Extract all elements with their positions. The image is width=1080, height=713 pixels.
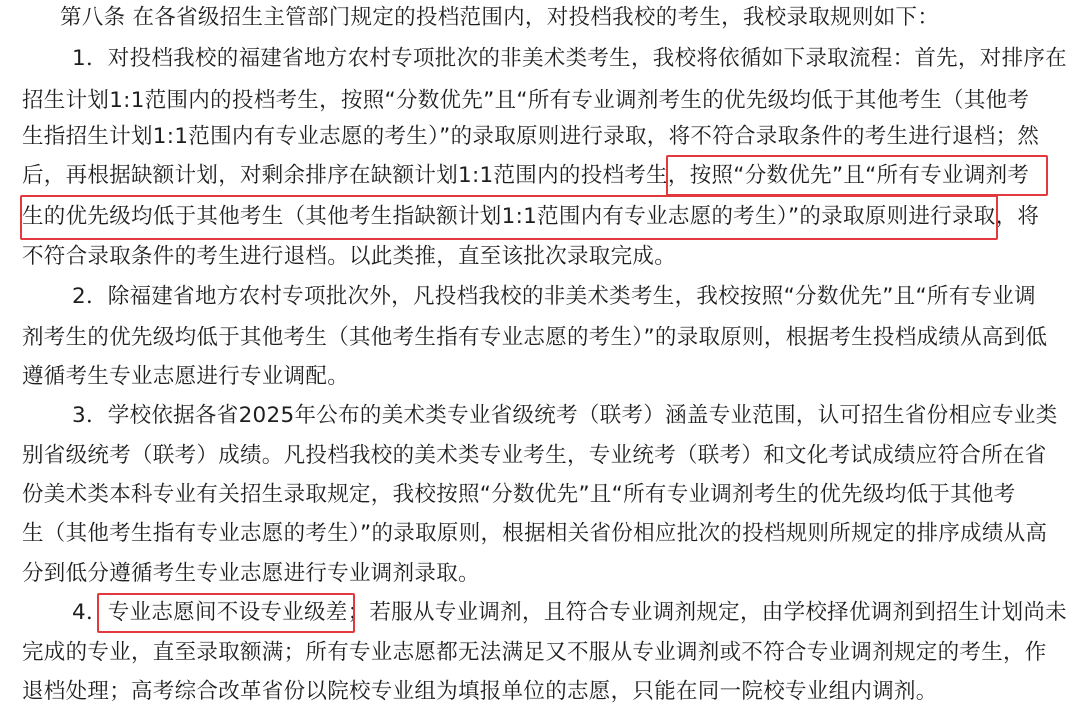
rule4-line-2: 完成的专业，直至录取额满；所有专业志愿都无法满足又不服从专业调剂或不符合专业调剂规定的考生，作: [22, 640, 1047, 665]
rule4-line-1: 4．专业志愿间不设专业级差；若服从专业调剂，且符合专业调剂规定，由学校择优调剂到招生计划尚未: [72, 600, 1067, 625]
rule1-line-4: 后，再根据缺额计划，对剩余排序在缺额计划1:1范围内的投档考生，按照“分数优先”且“所有专业调剂考: [22, 163, 1030, 188]
rule1-line-2: 招生计划1:1范围内的投档考生，按照“分数优先”且“所有专业调剂考生的优先级均低于其他考生（其他考: [22, 88, 1030, 113]
article-header: 第八条 在各省级招生主管部门规定的投档范围内，对投档我校的考生，我校录取规则如下：: [60, 5, 940, 30]
rule3-line-5: 分到低分遵循考生专业志愿进行专业调剂录取。: [22, 561, 480, 586]
rule1-line-3: 生指招生计划1:1范围内有专业志愿的考生）”的录取原则进行录取，将不符合录取条件的考生进行退档；然: [22, 124, 1040, 149]
rule3-line-1: 3．学校依据各省2025年公布的美术类专业省级统考（联考）涵盖专业范围，认可招生省份相应专业类: [72, 403, 1058, 428]
rule3-line-2: 别省级统考（联考）成绩。凡投档我校的美术类专业考生，专业统考（联考）和文化考试成绩应符合所在省: [22, 443, 1047, 468]
rule4-line-3: 退档处理；高考综合改革省份以院校专业组为填报单位的志愿，只能在同一院校专业组内调剂。: [22, 679, 938, 704]
rule1-line-5: 生的优先级均低于其他考生（其他考生指缺额计划1:1范围内有专业志愿的考生）”的录取原则进行录取，将: [22, 204, 1040, 229]
rule2-line-3: 遵循考生专业志愿进行专业调配。: [22, 364, 350, 389]
rule2-line-1: 2．除福建省地方农村专项批次外，凡投档我校的非美术类考生，我校按照“分数优先”且“所有专业调: [72, 284, 1036, 309]
rule1-line-1: 1．对投档我校的福建省地方农村专项批次的非美术类考生，我校将依循如下录取流程：首先，对排序在: [72, 46, 1067, 71]
rule3-line-4: 生（其他考生指有专业志愿的考生）”的录取原则，根据相关省份相应批次的投档规则所规定的排序成绩从高: [22, 521, 1048, 546]
rule2-line-2: 剂考生的优先级均低于其他考生（其他考生指有专业志愿的考生）”的录取原则，根据考生投档成绩从高到低: [22, 325, 1048, 350]
rule1-line-6: 不符合录取条件的考生进行退档。以此类推，直至该批次录取完成。: [22, 244, 677, 269]
rule3-line-3: 份美术类本科专业有关招生录取规定，我校按照“分数优先”且“所有专业调剂考生的优先级均低于其他考: [22, 482, 1016, 507]
